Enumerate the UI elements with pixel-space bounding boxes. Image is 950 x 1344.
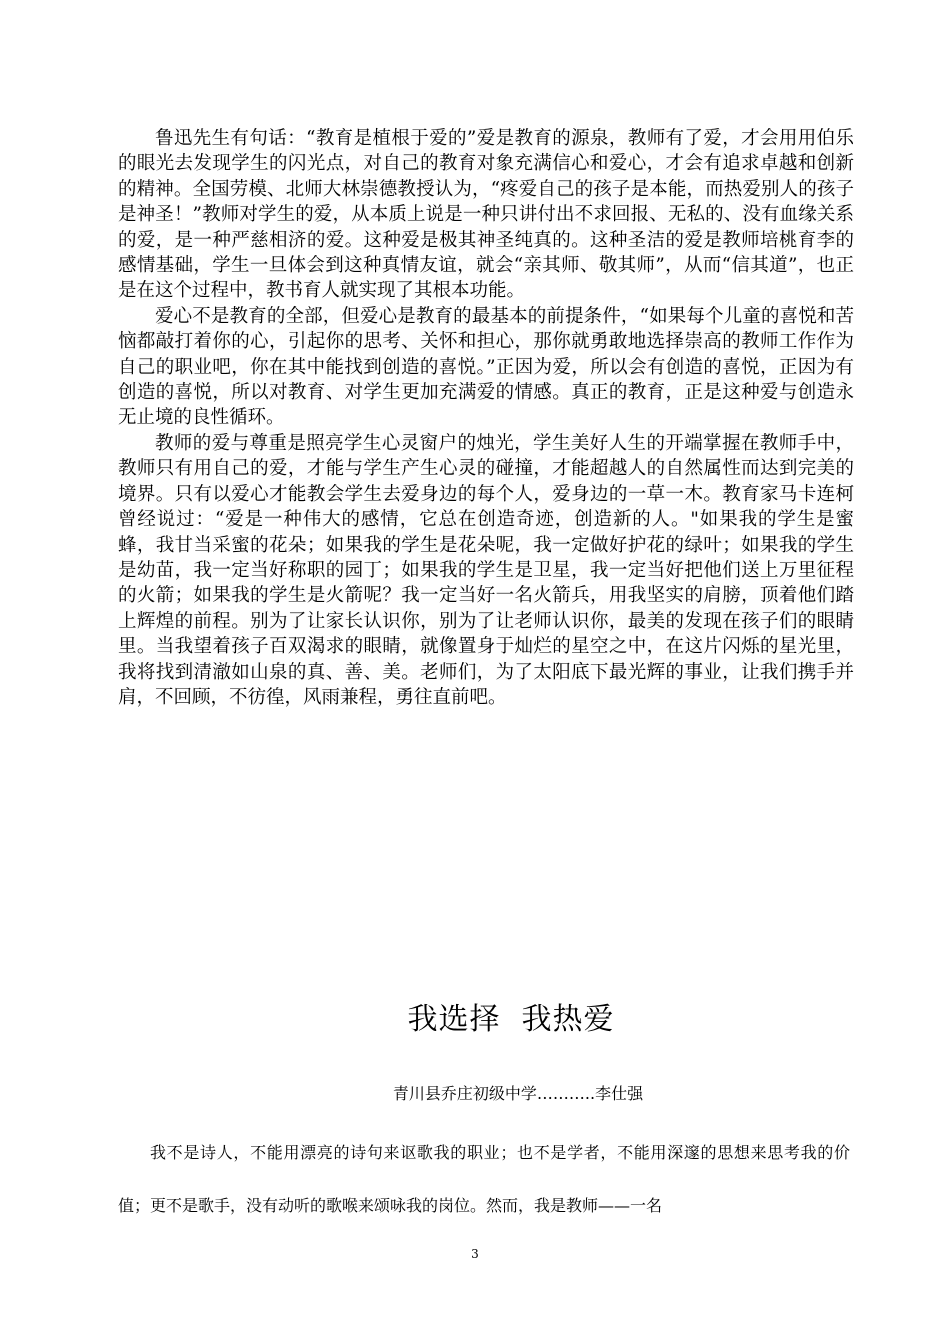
author-byline: 青川县乔庄初级中学………..李仕强 <box>392 1084 644 1103</box>
paragraph-2: 爱心不是教育的全部，但爱心是教育的最基本的前提条件，“如果每个儿童的喜悦和苦恼都敲打着你的心，引起你的思考、关怀和担心，那你就勇敢地选择崇高的教师工作作为自己的职业吧，你在其中能找到创造的喜悦。”正因为爱，所以会有创造的喜悦，正因为有创造的喜悦，所以对教育、对学生更加充满爱的情感。真正的教育，正是这种爱与创造永无止境的良性循环。 <box>118 305 854 429</box>
essay-body <box>118 126 854 710</box>
second-essay-body <box>118 1126 850 1232</box>
paragraph-1: 鲁迅先生有句话：“教育是植根于爱的”爱是教育的源泉，教师有了爱，才会用用伯乐的眼光去发现学生的闪光点，对自己的教育对象充满信心和爱心，才会有追求卓越和创新的精神。全国劳模、北师大林崇德教授认为，“疼爱自己的孩子是本能，而热爱别人的孩子是神圣！”教师对学生的爱，从本质上说是一种只讲付出不求回报、无私的、没有血缘关系的爱，是一种严慈相济的爱。这种爱是极其神圣纯真的。这种圣洁的爱是教师培桃育李的感情基础，学生一旦体会到这种真情友谊，就会“亲其师、敬其师”，从而“信其道”，也正是在这个过程中，教书育人就实现了其根本功能。 <box>118 128 854 302</box>
section-title: 我选择 我热爱 <box>407 1002 615 1037</box>
paragraph-3: 教师的爱与尊重是照亮学生心灵窗户的烛光，学生美好人生的开端掌握在教师手中，教师只有用自己的爱，才能与学生产生心灵的碰撞，才能超越人的自然属性而达到完美的境界。只有以爱心才能教会学生去爱身边的每个人，爱身边的一草一木。教育家马卡连柯曾经说过：“爱是一种伟大的感情，它总在创造奇迹，创造新的人。"如果我的学生是蜜蜂，我甘当采蜜的花朵；如果我的学生是花朵呢，我一定做好护花的绿叶；如果我的学生是幼苗，我一定当好称职的园丁；如果我的学生是卫星，我一定当好把他们送上万里征程的火箭；如果我的学生是火箭呢？我一定当好一名火箭兵，用我坚实的肩膀，顶着他们踏上辉煌的前程。别为了让家长认识你，别为了让老师认识你，最美的发现在孩子们的眼睛里。当我望着孩子百双渴求的眼睛，就像置身于灿烂的星空之中，在这片闪烁的星光里，我将找到清澈如山泉的真、善、美。老师们，为了太阳底下最光辉的事业，让我们携手并肩，不回顾，不彷徨，风雨兼程，勇往直前吧。 <box>118 432 854 708</box>
page-number: 3 <box>471 1247 479 1261</box>
second-essay-paragraph: 我不是诗人，不能用漂亮的诗句来讴歌我的职业；也不是学者，不能用深邃的思想来思考我的价值；更不是歌手，没有动听的歌喉来颂咏我的岗位。然而，我是教师——一名 <box>118 1143 850 1215</box>
